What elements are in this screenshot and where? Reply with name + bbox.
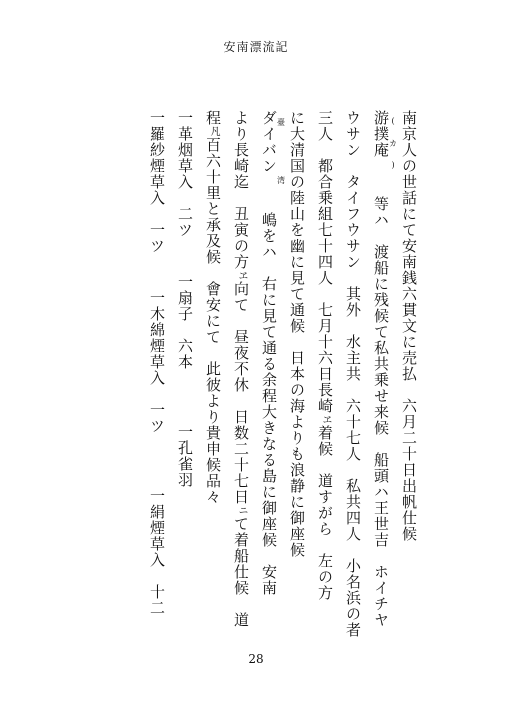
- text-line-4-small-kana: ヱ: [320, 414, 331, 425]
- page-number: 28: [248, 652, 264, 666]
- text-line-7: [233, 110, 248, 628]
- item-list-entry-6: 一絹煙草入 十二: [148, 488, 166, 616]
- text-line-5: [289, 110, 304, 558]
- text-line-2: [373, 110, 397, 628]
- text-line-9: [177, 110, 192, 488]
- running-title: 安南漂流記: [223, 40, 289, 54]
- text-line-6-annotation: 臺湾: [276, 110, 286, 193]
- item-list-entry-5: 一木綿煙草入 一ツ: [148, 290, 166, 434]
- text-line-8-part-a: 程: [204, 110, 222, 126]
- text-line-8: [205, 110, 220, 505]
- text-line-7-part-c: て着船仕候 道: [232, 516, 250, 628]
- text-line-4-rest: 着候 道すがら 左の方: [316, 425, 334, 601]
- text-line-6-ruby: [260, 110, 286, 212]
- item-list-entry-1: 一革烟草入 二ツ: [176, 110, 194, 238]
- item-list-entry-4: 一羅紗煙草入 一ツ: [148, 110, 166, 254]
- item-list-entry-2: 一扇子 六本: [176, 274, 194, 370]
- item-list-entry-3: 一孔雀羽: [176, 424, 194, 488]
- text-line-7-part-a: より長崎迄 丑寅の方: [232, 110, 250, 270]
- text-line-10: [149, 110, 164, 616]
- text-line-1-content: 南京人の世話にて安南銭六貫文に売払 六月二十日出帆仕候: [400, 110, 418, 542]
- text-line-2-content: 等ハ 渡船に残候て私共乗せ来候 船頭ハ王世吉 ホイチヤ: [372, 196, 390, 628]
- text-line-6-base: ダイバン: [260, 110, 278, 174]
- text-line-8-part-b: 百六十里と承及候 會安にて 此彼より貴申候品々: [204, 137, 222, 505]
- text-line-3-content: ウサン タイフウサン 其外 水主共 六十七人 私共四人 小名浜の者: [344, 110, 362, 638]
- text-line-2-ruby: [372, 110, 398, 196]
- text-line-4: [317, 110, 332, 601]
- text-line-4-content: 三人 都合乗組七十四人 七月十六日長崎: [316, 110, 334, 414]
- text-line-3: [345, 110, 360, 638]
- text-line-7-small-kana: ヱ: [236, 270, 247, 281]
- text-line-2-annotation: (カ): [388, 110, 398, 177]
- text-line-7-small-kana-2: ニ: [236, 505, 247, 516]
- text-line-1: [401, 110, 416, 542]
- text-line-2-base: 游撲庵: [372, 110, 390, 158]
- text-line-5-content: に大清国の陸山を幽に見て通候 日本の海よりも浪静に御座候: [288, 110, 306, 558]
- text-line-8-small-kanji: 凡: [208, 126, 219, 137]
- text-line-6-content: 嶋をハ 右に見て通る余程大きなる島に御座候 安南: [260, 212, 278, 596]
- text-line-7-part-b: 向て 昼夜不休 日数二十七日: [232, 281, 250, 505]
- text-line-6: [261, 110, 285, 596]
